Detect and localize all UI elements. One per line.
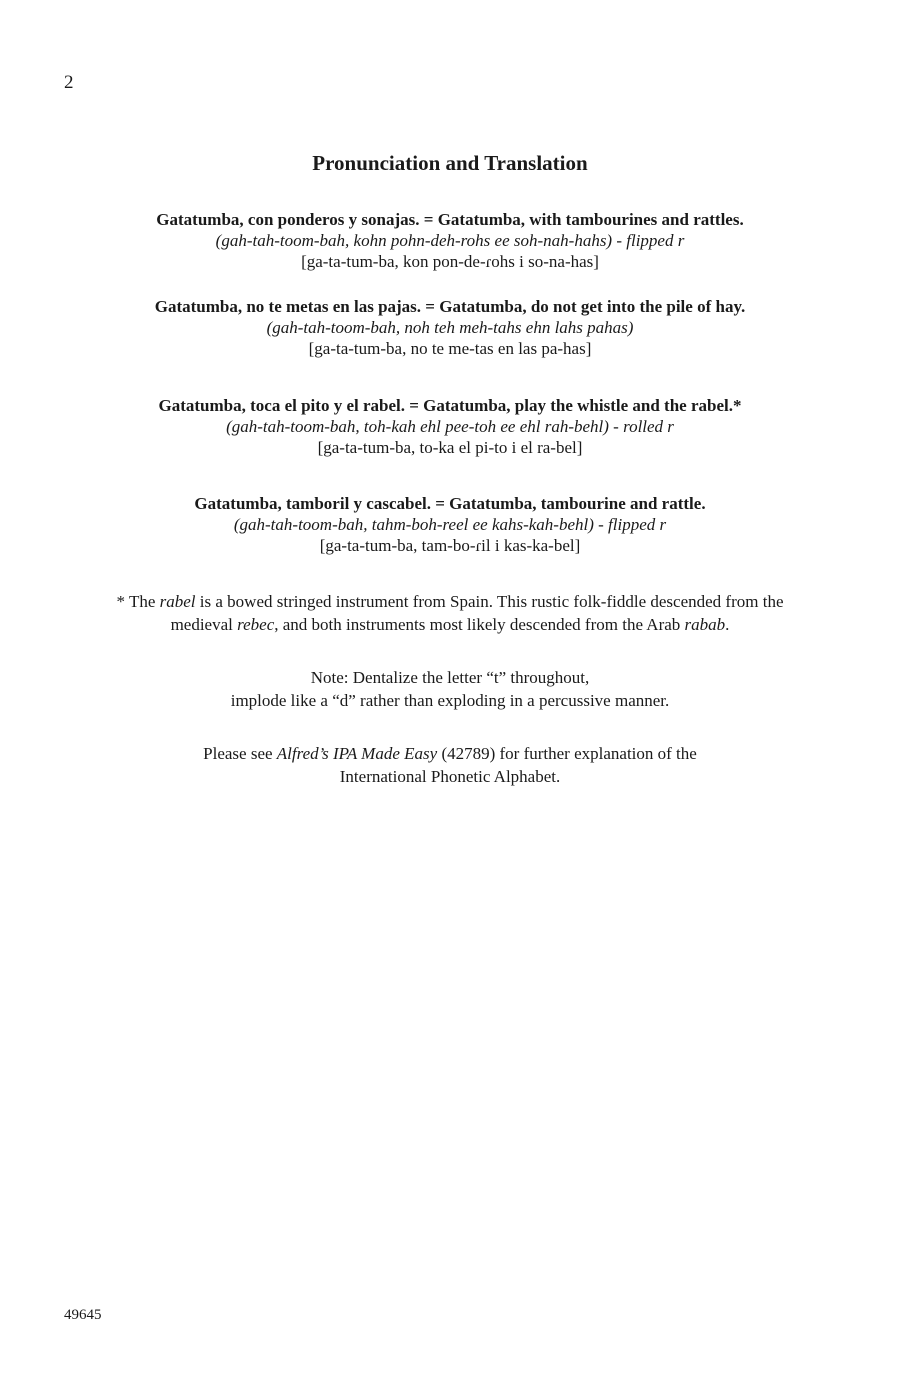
page-number: 2	[64, 72, 74, 93]
reference-book-title: Alfred’s IPA Made Easy	[276, 744, 438, 763]
footnote-term-rebec: rebec	[237, 615, 275, 634]
verse-2-ipa: [ga-ta-tum-ba, no te me-tas en las pa-has]	[308, 339, 592, 358]
footnote-term-rabel: rabel	[159, 592, 196, 611]
verse-1-pronunciation: (gah-tah-toom-bah, kohn pohn-deh-rohs ee soh-nah-hahs) - flipped r	[215, 231, 685, 250]
footnote-line-1-b: is a bowed stringed instrument from Spain. This rustic folk-fiddle descended from the	[195, 592, 784, 611]
verse-2	[0, 296, 900, 359]
verse-3-ipa: [ga-ta-tum-ba, to-ka el pi-to i el ra-bel]	[317, 438, 583, 457]
note-line-1: Note: Dentalize the letter “t” throughout,	[310, 668, 590, 687]
reference-line-1-b: (42789) for further explanation of the	[437, 744, 697, 763]
verse-1	[0, 209, 900, 272]
note-line-2: implode like a “d” rather than exploding in a percussive manner.	[230, 691, 670, 710]
reference-line-2: International Phonetic Alphabet.	[339, 767, 561, 786]
page-title: Pronunciation and Translation	[312, 151, 588, 175]
reference-line-1-a: Please see	[203, 744, 277, 763]
verse-2-text: Gatatumba, no te metas en las pajas. = Gatatumba, do not get into the pile of hay.	[154, 297, 746, 316]
footnote-line-1	[0, 590, 900, 613]
footnote-line-1-a: * The	[116, 592, 160, 611]
footnote-line-2	[0, 613, 900, 636]
catalog-number: 49645	[64, 1307, 102, 1323]
verse-2-pronunciation: (gah-tah-toom-bah, noh teh meh-tahs ehn lahs pahas)	[266, 318, 634, 337]
verse-3-pronunciation: (gah-tah-toom-bah, toh-kah ehl pee-toh ee ehl rah-behl) - rolled r	[226, 417, 674, 436]
footnote-line-2-b: , and both instruments most likely descended from the Arab	[274, 615, 685, 634]
verse-4-pronunciation: (gah-tah-toom-bah, tahm-boh-reel ee kahs-kah-behl) - flipped r	[233, 515, 667, 534]
reference-note	[0, 742, 900, 788]
verse-3-text: Gatatumba, toca el pito y el rabel. = Gatatumba, play the whistle and the rabel.*	[158, 396, 742, 415]
footnote-line-2-c: .	[725, 615, 730, 634]
reference-line-1	[0, 742, 900, 765]
footnote-term-rabab: rabab	[684, 615, 726, 634]
verse-1-ipa: [ga-ta-tum-ba, kon pon-de-ɾohs i so-na-has]	[301, 252, 599, 271]
verse-4-ipa: [ga-ta-tum-ba, tam-bo-ɾil i kas-ka-bel]	[319, 536, 581, 555]
footnote	[0, 590, 900, 636]
dentalize-note	[0, 666, 900, 712]
verse-3	[0, 395, 900, 458]
verse-1-text: Gatatumba, con ponderos y sonajas. = Gatatumba, with tambourines and rattles.	[156, 210, 744, 229]
verse-4-text: Gatatumba, tamboril y cascabel. = Gatatumba, tambourine and rattle.	[194, 494, 706, 513]
footnote-line-2-a: medieval	[170, 615, 238, 634]
verse-4	[0, 493, 900, 556]
